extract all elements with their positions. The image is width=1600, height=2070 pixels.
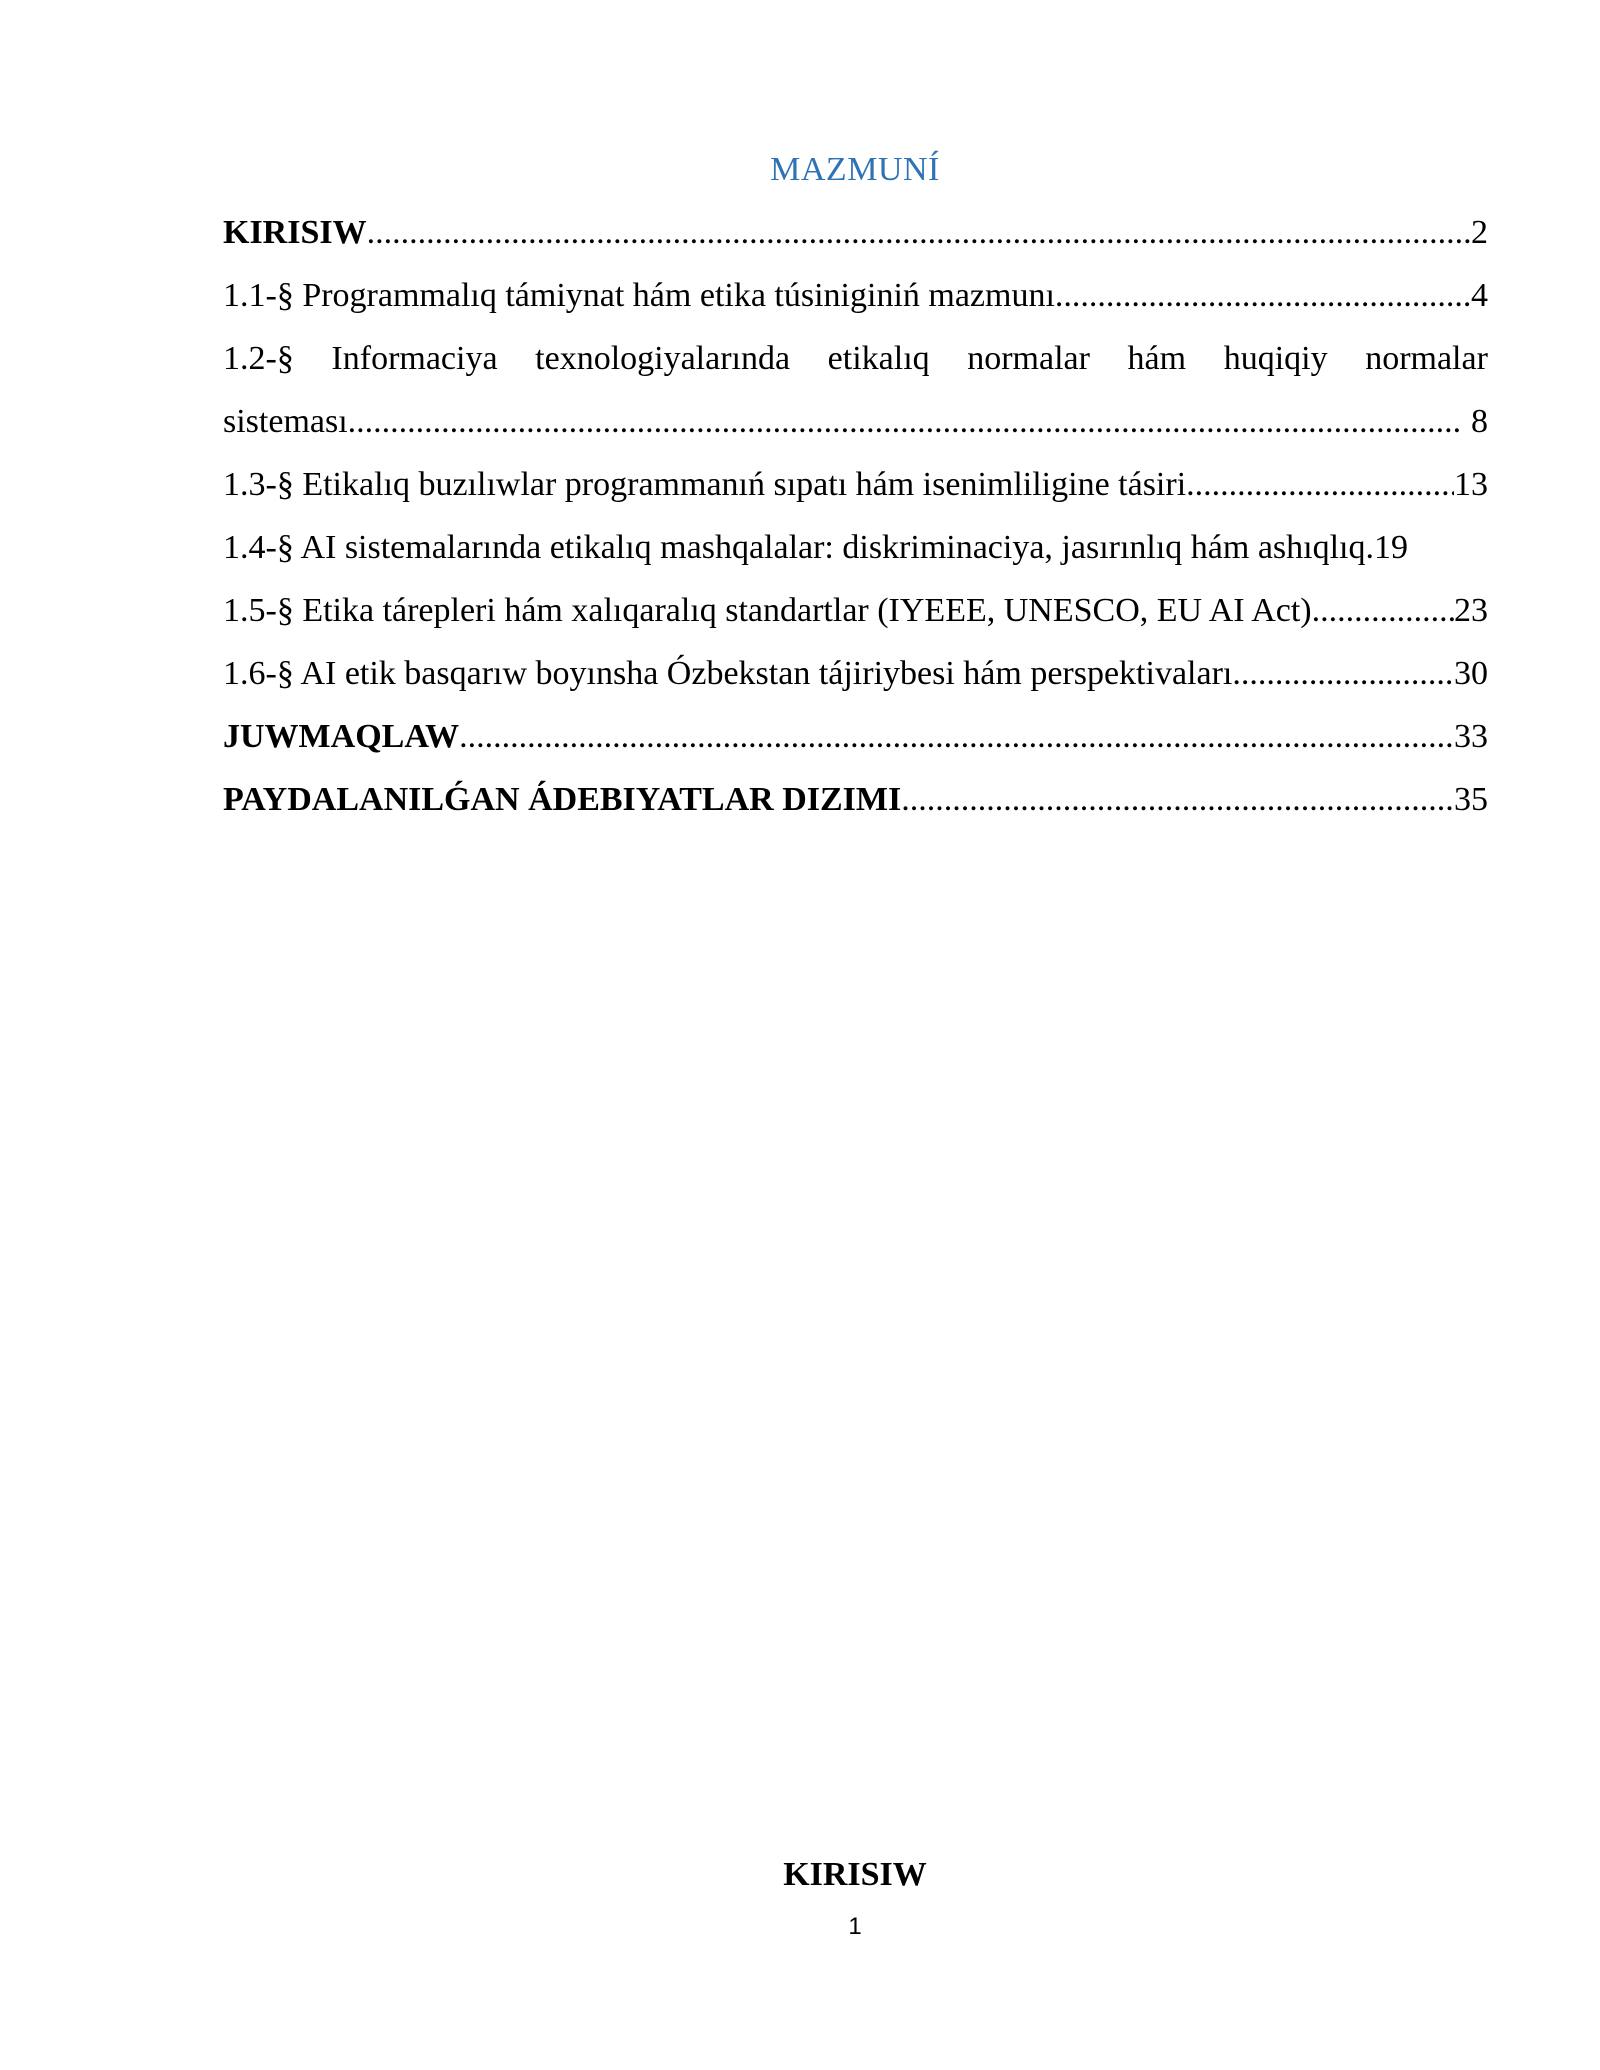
toc-entry-label: 1.3-§ Etikalıq buzılıwlar programmanıń sıpatı hám isenimliligine tásiri.	[223, 466, 1195, 503]
toc-entry-label: sisteması.	[223, 403, 357, 440]
toc-entry-1-2-line-1[interactable]	[223, 338, 1488, 401]
toc-entry-page: 2	[1471, 214, 1488, 251]
table-of-contents	[223, 212, 1488, 842]
toc-title: MAZMUNÍ	[770, 151, 940, 188]
toc-entry-page: 8	[1462, 403, 1488, 440]
toc-entry-1-6[interactable]	[223, 653, 1488, 716]
toc-entry-word: huqiqiy	[1223, 340, 1328, 377]
toc-entry-1-1[interactable]	[223, 275, 1488, 338]
toc-entry-label: 1.6-§ AI etik basqarıw boyınsha Ózbekstan tájiriybesi hám perspektivaları.	[223, 655, 1241, 692]
page-number: 1	[848, 1913, 862, 1940]
toc-entry-word: hám	[1127, 340, 1187, 377]
toc-entry-page: 33	[1454, 718, 1488, 755]
toc-entry-label: JUWMAQLAW	[223, 718, 460, 755]
dot-leader	[367, 212, 1471, 254]
dot-leader	[459, 716, 1454, 758]
toc-entry-label: 1.1-§ Programmalıq támiynat hám etika túsiniginiń mazmunı.	[223, 277, 1064, 314]
toc-entry-page: 30	[1454, 655, 1488, 692]
toc-entry-page: 23	[1454, 592, 1488, 629]
toc-entry-references[interactable]	[223, 779, 1488, 842]
dot-leader	[1063, 275, 1471, 317]
dot-leader	[1195, 464, 1454, 506]
toc-entry-1-5[interactable]	[223, 590, 1488, 653]
toc-entry-word: etikalıq	[827, 340, 930, 377]
section-heading: KIRISIW	[783, 1856, 927, 1893]
toc-entry-label: KIRISIW	[223, 214, 367, 251]
toc-entry-introduction[interactable]	[223, 212, 1488, 275]
toc-entry-word: texnologiyalarında	[535, 340, 791, 377]
toc-entry-page: 35	[1454, 781, 1488, 818]
toc-entry-conclusion[interactable]	[223, 716, 1488, 779]
toc-entry-word: normalar	[1365, 340, 1488, 377]
dot-leader	[356, 401, 1462, 443]
toc-entry-1-3[interactable]	[223, 464, 1488, 527]
toc-entry-page: 13	[1454, 466, 1488, 503]
toc-entry-label: PAYDALANILǴAN ÁDEBIYATLAR DIZIMI	[223, 781, 902, 818]
toc-entry-page: 19	[1374, 529, 1409, 566]
toc-entry-label: 1.4-§ AI sistemalarında etikalıq mashqalalar: diskriminaciya, jasırınlıq hám ashıqlıq.	[223, 529, 1375, 566]
toc-entry-word: 1.2-§	[223, 340, 294, 377]
toc-entry-word: normalar	[967, 340, 1090, 377]
toc-entry-page: 4	[1471, 277, 1488, 314]
dot-leader	[901, 779, 1454, 821]
dot-leader	[1241, 653, 1454, 695]
toc-entry-label: 1.5-§ Etika tárepleri hám xalıqaralıq standartlar (IYEEE, UNESCO, EU AI Act).	[223, 592, 1321, 629]
toc-entry-1-2-line-2[interactable]	[223, 401, 1488, 464]
toc-entry-1-4[interactable]	[223, 527, 1503, 590]
toc-entry-word: Informaciya	[331, 340, 498, 377]
dot-leader	[1320, 590, 1454, 632]
